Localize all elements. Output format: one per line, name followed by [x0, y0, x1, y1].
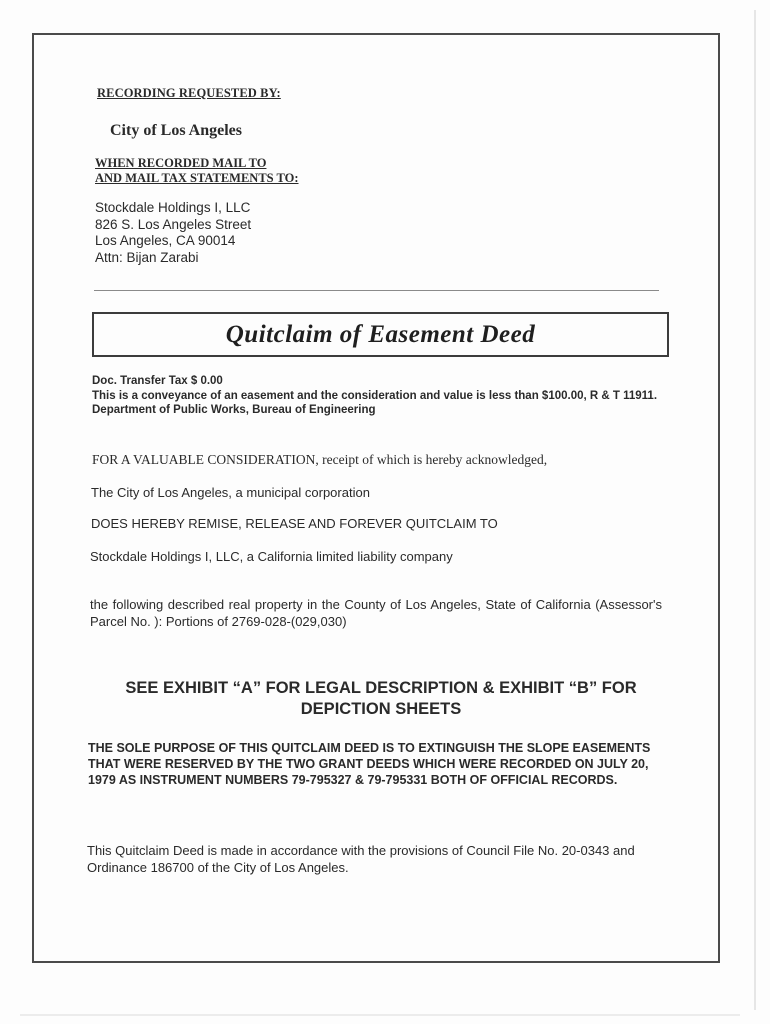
consideration-statement: FOR A VALUABLE CONSIDERATION, receipt of which is hereby acknowledged, [92, 452, 548, 467]
exhibit-reference [92, 678, 670, 720]
transfer-tax: Doc. Transfer Tax $ 0.00 [92, 375, 223, 387]
grantee: Stockdale Holdings I, LLC, a California limited liability company [90, 549, 453, 564]
deed-title: Quitclaim of Easement Deed [225, 320, 536, 348]
address-line: Los Angeles, CA 90014 [95, 233, 236, 248]
transfer-tax-block [92, 374, 672, 418]
sole-purpose-statement: THE SOLE PURPOSE OF THIS QUITCLAIM DEED IS TO EXTINGUISH THE SLOPE EASEMENTS THAT WERE RESERVED BY THE TWO GRANT DEEDS WHICH WERE RECORDED ON JULY 20, 1979 AS INSTRUMENT NUMBERS 79-795327 & 79-795331 BOTH OF OFFICIAL RECORDS. [88, 741, 651, 787]
property-description: the following described real property in the County of Los Angeles, State of California (Assessor's Parcel No. ): Portions of 2769-028-(029,030) [90, 597, 662, 629]
quitclaim-action: DOES HEREBY REMISE, RELEASE AND FOREVER QUITCLAIM TO [91, 516, 498, 531]
grantor: The City of Los Angeles, a municipal corporation [91, 485, 370, 500]
address-line: Attn: Bijan Zarabi [95, 249, 199, 265]
requesting-party: City of Los Angeles [110, 122, 242, 139]
divider-line [94, 290, 659, 291]
mail-to-label-line-1: WHEN RECORDED MAIL TO [95, 156, 267, 170]
address-line: 826 S. Los Angeles Street [95, 216, 252, 232]
transfer-tax-note: This is a conveyance of an easement and the consideration and value is less than $100.00, R & T 11911. Department of Public Works, Bureau of Engineering [92, 389, 658, 416]
recording-requested-label: RECORDING REQUESTED BY: [97, 86, 281, 100]
mail-to-label-line-2: AND MAIL TAX STATEMENTS TO: [95, 171, 299, 185]
council-file-note: This Quitclaim Deed is made in accordance with the provisions of Council File No. 20-0343 and Ordinance 186700 of the City of Los Angeles. [87, 843, 635, 875]
deed-title-box [92, 312, 669, 357]
exhibit-line-2: DEPICTION SHEETS [300, 700, 462, 718]
page-bottom-shadow [20, 1014, 740, 1016]
mail-to-label [95, 156, 299, 186]
mail-to-address [95, 200, 251, 266]
address-line: Stockdale Holdings I, LLC [95, 200, 251, 215]
exhibit-line-1: SEE EXHIBIT “A” FOR LEGAL DESCRIPTION & EXHIBIT “B” FOR [125, 679, 637, 697]
page-edge-shadow [754, 10, 756, 1010]
